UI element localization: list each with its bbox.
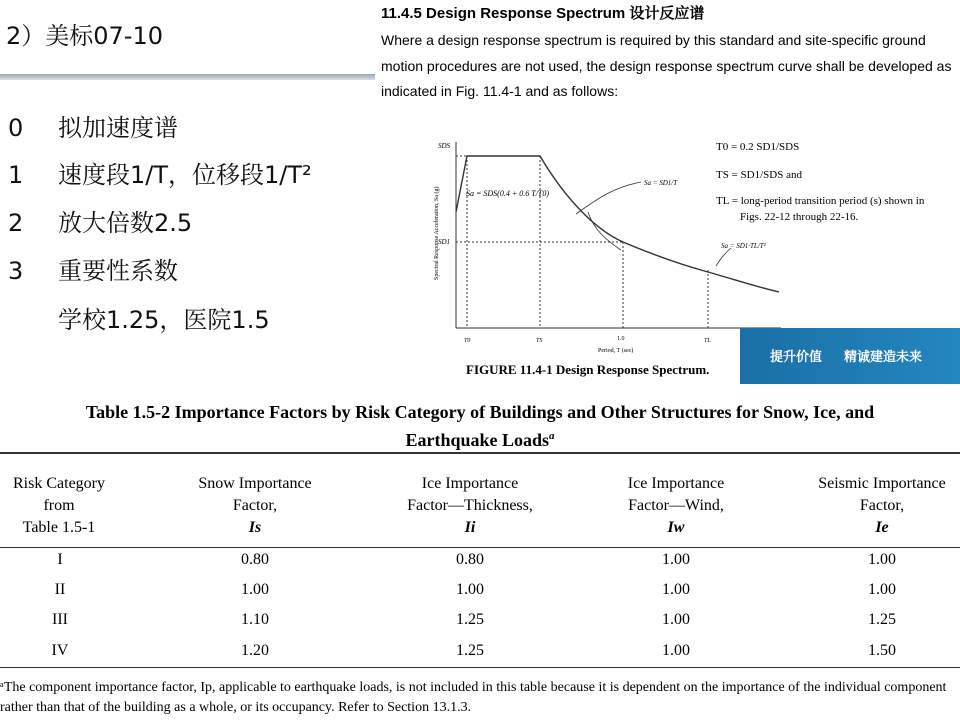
x-tick-one: 1.0 (617, 336, 625, 342)
definition-ts: TS = SD1/SDS and (716, 169, 802, 181)
bullet-item (8, 251, 178, 286)
bullet-text: 拟加速度谱 (58, 114, 178, 142)
title-divider (0, 74, 375, 80)
column-header-snow (170, 473, 340, 539)
table-cell: 1.00 (868, 581, 896, 598)
header-line: Table 1.5-1 (22, 519, 96, 536)
table-cell: 1.00 (456, 581, 484, 598)
spec-paragraph: Where a design response spectrum is required by this standard and site-specific ground motion procedures are not used, the design response spectrum curve shall be developed as indicated in Fig. 11.4-1 and as follows: (381, 32, 952, 99)
x-axis-label: Period, T (sec) (598, 348, 634, 354)
table-cell: 1.25 (456, 642, 484, 659)
column-header-ice-wind (596, 473, 756, 539)
header-symbol: Ie (875, 519, 889, 536)
table-cell: I (57, 551, 63, 568)
table-title (0, 400, 960, 452)
bullet-item (8, 300, 270, 335)
y-tick-sds: SDS (438, 142, 451, 150)
bullet-text: 学校1.25，医院1.5 (58, 306, 270, 334)
table-cell: III (52, 611, 68, 628)
header-line: Risk Category (13, 475, 105, 492)
header-line: Snow Importance (198, 475, 312, 492)
header-line: Factor, (232, 497, 278, 514)
brand-slogan-a: 提升价值 (770, 350, 823, 365)
header-line: Seismic Importance (818, 475, 946, 492)
table-title-sup: a (549, 430, 555, 442)
bullet-item (8, 155, 312, 190)
table-cell: II (54, 581, 66, 598)
header-line: from (43, 497, 75, 514)
header-symbol: Is (248, 519, 262, 536)
definition-tl: TL = long-period transition period (s) shown in (716, 195, 925, 207)
header-symbol: Ii (464, 519, 476, 536)
table-footnote: ᵃThe component importance factor, Ip, applicable to earthquake loads, is not included in this table because it is dependent on the importance of the individual component rather than that of the building as a whole, or its occupancy. Refer to Section 13.1.3. (0, 680, 947, 715)
table-rule-top (0, 452, 960, 454)
table-cell: 1.50 (868, 642, 896, 659)
y-tick-sd1: SD1 (438, 238, 451, 246)
x-tick-t0: T0 (464, 338, 471, 344)
equation-velocity: Sa = SD1/T (644, 179, 678, 187)
table-cell: 1.00 (662, 581, 690, 598)
header-line: Factor—Thickness, (407, 497, 533, 514)
table-cell: 1.20 (241, 642, 269, 659)
bullet-text: 速度段1/T，位移段1/T² (58, 161, 312, 189)
table-title-line1: Table 1.5-2 Importance Factors by Risk Category of Buildings and Other Structures for Snow, Ice, and (85, 402, 875, 422)
table-cell: 1.00 (662, 642, 690, 659)
bullet-number: 2 (8, 209, 24, 237)
column-header-ice-thickness (380, 473, 560, 539)
table-rule-bottom (0, 667, 960, 668)
table-cell: 1.00 (662, 551, 690, 568)
table-cell: 1.25 (456, 611, 484, 628)
column-header-seismic (800, 473, 960, 539)
table-title-line2: Earthquake Loads (405, 430, 550, 450)
brand-slogan (770, 346, 944, 365)
bullet-text: 重要性系数 (58, 257, 178, 285)
equation-rise: Sa = SDS(0.4 + 0.6 T/T0) (466, 189, 550, 198)
brand-slogan-b: 精诚建造未来 (844, 350, 923, 365)
x-tick-tl: TL (704, 338, 711, 344)
table-cell: 1.00 (241, 581, 269, 598)
spec-heading: 11.4.5 Design Response Spectrum 设计反应谱 (381, 5, 705, 22)
definition-tl-ref: Figs. 22-12 through 22-16. (740, 211, 859, 223)
header-line: Factor—Wind, (628, 497, 724, 514)
bullet-item (8, 108, 178, 143)
header-symbol: Iw (667, 519, 685, 536)
table-cell: IV (51, 642, 69, 659)
table-cell: 1.25 (868, 611, 896, 628)
figure-caption: FIGURE 11.4-1 Design Response Spectrum. (466, 362, 710, 377)
bullet-number: 3 (8, 257, 24, 285)
column-header-risk-category (0, 473, 118, 539)
bullet-number: 0 (8, 114, 24, 142)
bullet-text: 放大倍数2.5 (58, 209, 193, 237)
table-cell: 0.80 (456, 551, 484, 568)
y-axis-label: Spectral Response Acceleration, Sa (g) (434, 186, 440, 280)
header-line: Ice Importance (421, 475, 519, 492)
table-cell: 1.00 (662, 611, 690, 628)
bullet-number: 1 (8, 161, 24, 189)
x-tick-ts: TS (536, 338, 543, 344)
table-cell: 0.80 (241, 551, 269, 568)
table-cell: 1.00 (868, 551, 896, 568)
definition-t0: T0 = 0.2 SD1/SDS (716, 141, 800, 153)
table-cell: 1.10 (241, 611, 269, 628)
slide-title: 2）美标07-10 (6, 22, 164, 50)
equation-displacement: Sa = SD1·TL/T² (721, 242, 766, 250)
table-rule-header (0, 547, 960, 548)
bullet-item (8, 203, 192, 238)
header-line: Ice Importance (627, 475, 725, 492)
header-line: Factor, (859, 497, 905, 514)
